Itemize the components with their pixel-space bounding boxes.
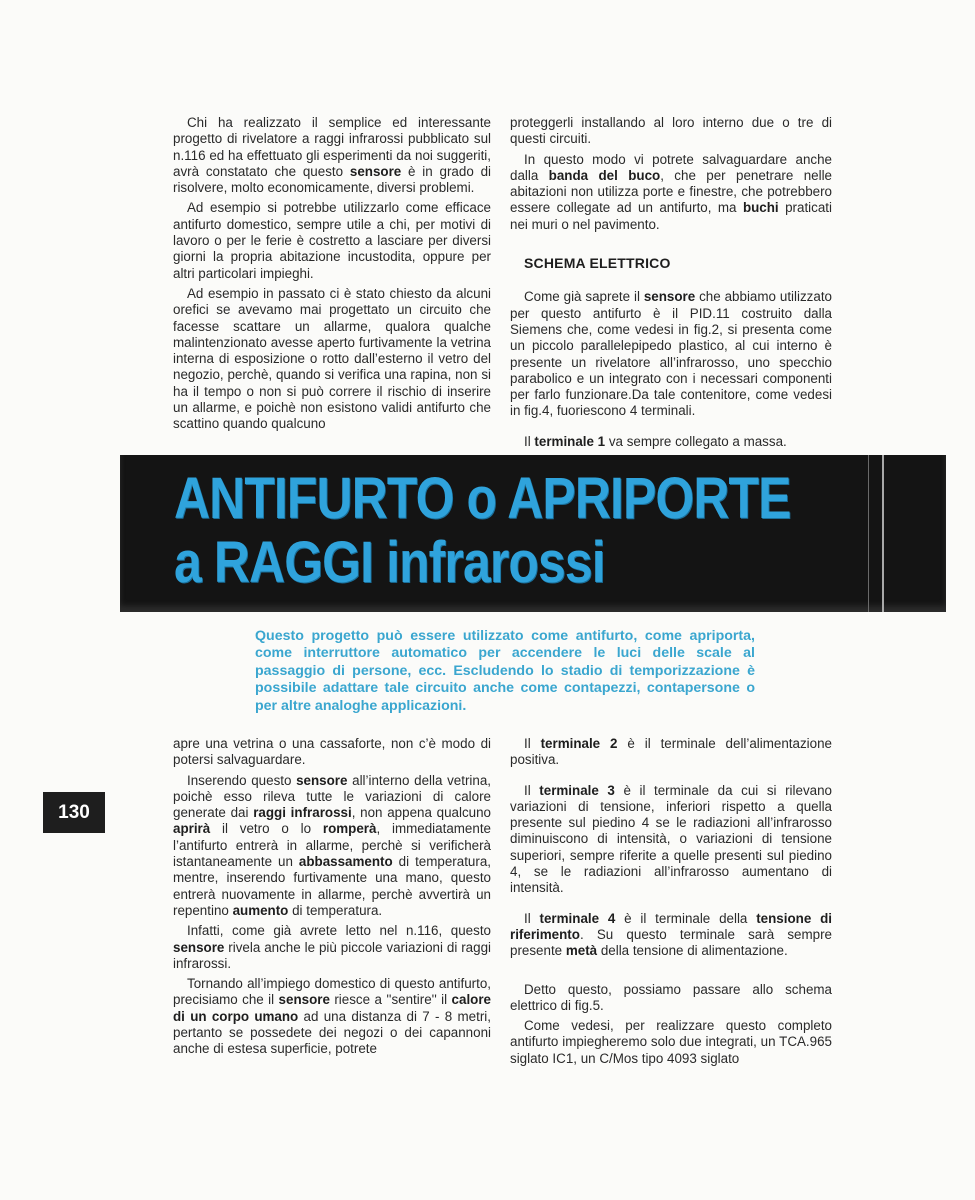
fold-line xyxy=(882,455,884,612)
paragraph: Il terminale 1 va sempre collegato a massa. xyxy=(524,433,787,449)
paragraph: Inserendo questo sensore all’interno della vetrina, poichè esso rileva tutte le variazioni di calore generate dai raggi infrarossi, non appena qualcuno aprirà il vetro o lo romperà, immediatamente l’antifurto entrerà in allarme, perchè si verificherà istantaneamente un abbassamento di temperatura, mentre, inserendo furtivamente una mano, questo entrerà nuovamente in allarme, perchè avvertirà un repentino aumento di temperatura. xyxy=(173,772,491,918)
column-bottom-left xyxy=(173,736,491,1062)
bold-term: sensore xyxy=(173,939,225,955)
bold-term: terminale 2 xyxy=(540,736,618,751)
title-banner xyxy=(120,455,946,612)
bold-term: raggi infrarossi xyxy=(253,805,352,821)
column-bottom-right xyxy=(510,736,832,1071)
section-heading: SCHEMA ELETTRICO xyxy=(524,255,671,272)
article-lead: Questo progetto può essere utilizzato come antifurto, come apriporta, come interruttore automatico per accendere le luci delle scale al passaggio di persone, ecc. Escludendo lo stadio di temporizzazione è possibile adattare tale circuito anche come contapezzi, contapersone o per altre analoghe applicazioni. xyxy=(255,628,755,714)
paragraph: Il terminale 4 è il terminale della tensione di riferimento. Su questo terminale sarà sempre presente metà della tensione di alimentazione. xyxy=(510,910,832,959)
paragraph: Come vedesi, per realizzare questo completo antifurto impiegheremo solo due integrati, un TCA.965 siglato IC1, un C/Mos tipo 4093 siglato xyxy=(510,1018,832,1066)
bold-term: tensione di riferimento xyxy=(510,910,832,942)
paragraph: Il terminale 2 è il terminale dell’alimentazione positiva. xyxy=(510,736,832,768)
bold-term: terminale 1 xyxy=(534,433,606,449)
paragraph: In questo modo vi potrete salvaguardare anche dalla banda del buco, che per penetrare nelle abitazioni non utilizza porte e finestre, che potrebbero essere collegate ad un antifurto, ma buchi praticati nei muri o nel pavimento. xyxy=(510,151,832,232)
paragraph: Ad esempio si potrebbe utilizzarlo come efficace antifurto domestico, sempre utile a chi, per motivi di lavoro o per le ferie è costretto a lasciare per diversi giorni la propria abitazione incustodita, oppure per altri particolari impieghi. xyxy=(173,200,491,281)
bold-term: sensore xyxy=(643,289,696,305)
column-top-right xyxy=(510,115,832,454)
paragraph: Come già saprete il sensore che abbiamo utilizzato per questo antifurto è il PID.11 costruito dalla Siemens che, come vedesi in fig.2, si presenta come un piccolo parallelepipedo plastico, al cui interno è presente un rivelatore all’infrarosso, uno specchio parabolico e un integrato con i necessari componenti per farlo funzionare.Da tale contenitore, come vedesi in fig.4, fuoriescono 4 terminali. xyxy=(510,289,832,419)
column-top-left xyxy=(173,115,491,437)
bold-term: romperà xyxy=(322,821,377,837)
bold-term: sensore xyxy=(296,772,348,788)
bold-term: terminale 3 xyxy=(539,782,615,798)
article-title-line-1: ANTIFURTO o APRIPORTE xyxy=(174,466,791,531)
fold-line xyxy=(868,455,869,612)
bold-term: aumento xyxy=(232,902,289,918)
paragraph: apre una vetrina o una cassaforte, non c’è modo di potersi salvaguardare. xyxy=(173,736,491,768)
bold-term: aprirà xyxy=(173,821,211,837)
page-number-badge: 130 xyxy=(43,792,105,833)
bold-term: banda del buco xyxy=(548,167,661,183)
bold-term: sensore xyxy=(349,163,402,179)
article-title-line-2: a RAGGI infrarossi xyxy=(174,530,605,595)
paragraph: Infatti, come già avrete letto nel n.116, questo sensore rivela anche le più piccole variazioni di raggi infrarossi. xyxy=(173,923,491,971)
bold-term: metà xyxy=(565,943,598,959)
bold-term: abbassamento xyxy=(298,854,393,870)
bold-term: buchi xyxy=(742,200,779,216)
paragraph: Detto questo, possiamo passare allo schema elettrico di fig.5. xyxy=(510,981,832,1013)
paragraph: Tornando all’impiego domestico di questo antifurto, precisiamo che il sensore riesce a ''sentire'' il calore di un corpo umano ad una distanza di 7 - 8 metri, pertanto se possedete dei negozi o dei capannoni anche di estesa superficie, potrete xyxy=(173,976,491,1057)
bold-term: sensore xyxy=(278,992,330,1008)
paragraph: proteggerli installando al loro interno due o tre di questi circuiti. xyxy=(510,115,832,147)
bold-term: calore di un corpo umano xyxy=(173,992,491,1024)
paragraph: Il terminale 3 è il terminale da cui si rilevano variazioni di tensione, inferiori rispetto a quella presente sul piedino 4 se le radiazioni all’infrarosso diminuiscono di intensità, o variazioni di tensione superiori, sempre riferite a quelle presenti sul piedino 4, se le radiazioni all’infrarosso aumentano di intensità. xyxy=(510,782,832,896)
bold-term: terminale 4 xyxy=(539,910,616,926)
paragraph: Ad esempio in passato ci è stato chiesto da alcuni orefici se avevamo mai progettato un circuito che facesse scattare un allarme, qualora qualche malintenzionato avesse aperto furtivamente la vetrina interna di esposizione o rotto dall’esterno il vetro del negozio, perchè, quando si verifica una rapina, non si ha il tempo o non si può correre il rischio di inserire un allarme, e poichè non esistono validi antifurto che scattino quando qualcuno xyxy=(173,285,491,432)
paragraph: Chi ha realizzato il semplice ed interessante progetto di rivelatore a raggi infrarossi pubblicato sul n.116 ed ha effettuato gli esperimenti da noi suggeriti, avrà constatato che questo sensore è in grado di risolvere, molto economicamente, diversi problemi. xyxy=(173,115,492,196)
